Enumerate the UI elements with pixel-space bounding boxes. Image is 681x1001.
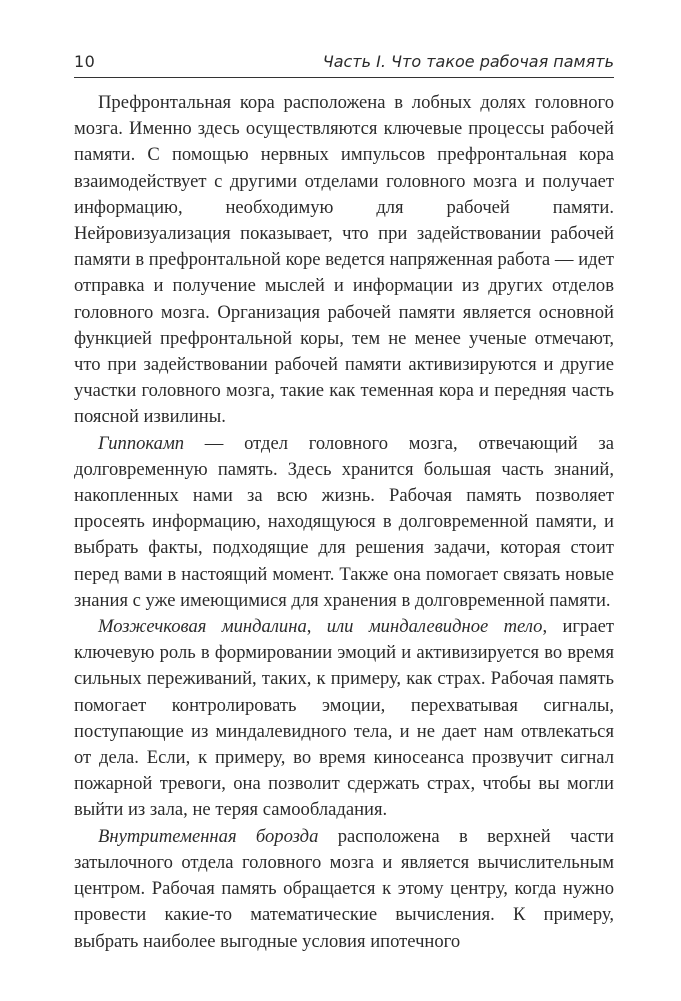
paragraph-text: — отдел головного мозга, отвечающий за долговременную память. Здесь хранится большая часть знаний, накопленных нами за всю жизнь. Рабочая память позволяет просеять информацию, находящуюся в долговременной памяти, и выбрать факты, подходящие для решения задачи, которая стоит перед вами в настоящий момент. Также она помогает связать новые знания с уже имеющимися для хранения в долговременной памяти.	[74, 432, 614, 611]
chapter-title: Часть I. Что такое рабочая память	[322, 52, 614, 71]
term-hippocampus: Гиппокамп	[98, 432, 185, 454]
term-separator: ,	[306, 616, 327, 638]
paragraph-prefrontal-cortex	[74, 90, 614, 431]
paragraph-hippocampus	[74, 431, 614, 614]
paragraph-text: , играет ключевую роль в формировании эмоций и активизируется во время сильных переживаний, таких, к примеру, как страх. Рабочая память помогает контролировать эмоции, перехватывая сигналы, поступающие из миндалевидного тела, и не дает нам отвлекаться от дела. Если, к примеру, во время киносеанса прозвучит сигнал пожарной тревоги, она позволит сдержать страх, чтобы вы могли выйти из зала, не теряя самообладания.	[74, 616, 614, 821]
page-number: 10	[74, 52, 96, 71]
term-amygdala-alt: или миндалевидное тело	[326, 616, 543, 638]
paragraph-intraparietal-sulcus	[74, 824, 614, 955]
body-text	[74, 90, 614, 955]
paragraph-amygdala	[74, 614, 614, 824]
running-header	[74, 52, 614, 78]
book-page	[74, 52, 614, 955]
term-amygdala: Мозжечковая миндалина	[98, 616, 307, 638]
paragraph-text: расположена в верхней части затылочного отдела головного мозга и является вычислительным центром. Рабочая память обращается к этому центру, когда нужно провести какие-то математические вычисления. К примеру, выбрать наиболее выгодные условия ипотечного	[74, 825, 615, 952]
paragraph-text: Префронтальная кора расположена в лобных долях головного мозга. Именно здесь осуществляются ключевые процессы рабочей памяти. С помощью нервных импульсов префронтальная кора взаимодействует с другими отделами головного мозга и получает информацию, необходимую для рабочей памяти. Нейровизуализация показывает, что при задействовании рабочей памяти в префронтальной коре ведется напряженная работа — идет отправка и получение мыслей и информации из других отделов головного мозга. Организация рабочей памяти является основной функцией префронтальной коры, тем не менее ученые отмечают, что при задействовании рабочей памяти активизируются и другие участки головного мозга, такие как теменная кора и передняя часть поясной извилины.	[74, 92, 614, 428]
term-intraparietal-sulcus: Внутритеменная борозда	[98, 825, 319, 847]
